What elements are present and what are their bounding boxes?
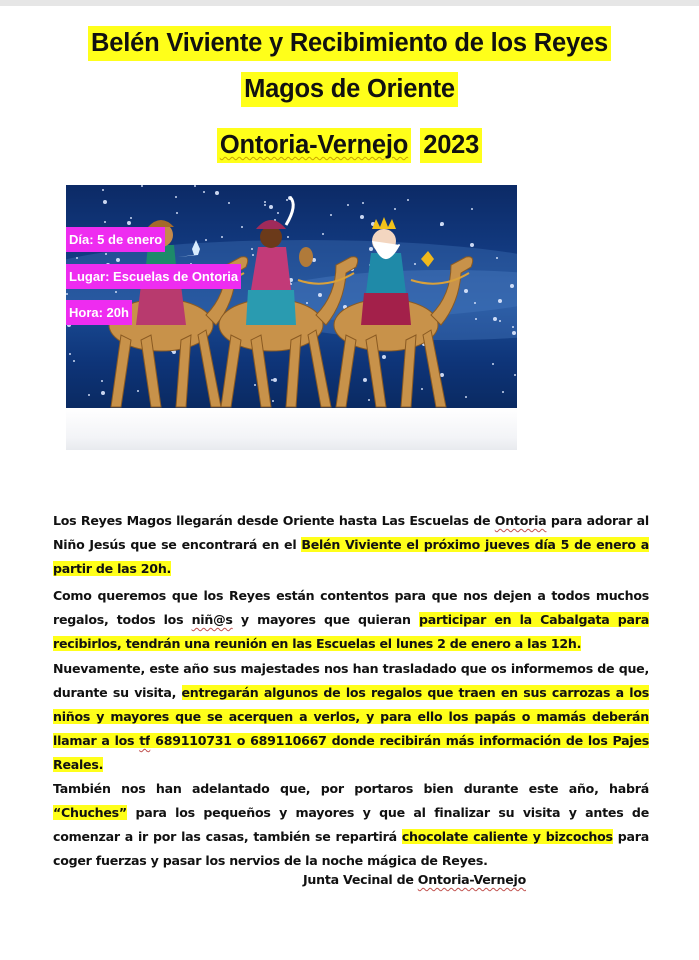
p2-text-b: y mayores que quieran — [232, 612, 420, 627]
paragraph-arrival — [53, 509, 649, 581]
title-line-3-row — [0, 128, 699, 163]
poster-label-time: Hora: 20h — [66, 300, 132, 325]
p1-spellcheck-ontoria: Ontoria — [494, 513, 547, 528]
poster-label-place: Lugar: Escuelas de Ontoria — [66, 264, 241, 289]
p4-text-c: para coger fuerzas y pasar los nervios de la noche mágica de Reyes. — [53, 829, 649, 868]
kings-on-camels-illustration — [66, 185, 517, 408]
p4-text-b: para los pequeños y mayores y que al finalizar su visita y antes de comenzar a ir por las casas, también se repartirá — [53, 805, 649, 844]
p3-highlight-phones: 689110731 o 689110667 donde recibirán más información de los Pajes Reales. — [53, 733, 649, 772]
snow-ground — [66, 408, 517, 450]
p2-text-a: Como queremos que los Reyes están contentos para que nos dejen a todos muchos regalos, todos los — [53, 588, 649, 627]
title-line-1: Belén Viviente y Recibimiento de los Reyes — [88, 26, 611, 61]
p4-highlight-chuches: “Chuches” — [53, 805, 127, 820]
paragraph-chuches — [53, 777, 649, 873]
title-line-2: Magos de Oriente — [241, 72, 458, 107]
p2-highlight: participar en la Cabalgata para recibirlos, tendrán una reunión en las Escuelas el lunes 2 de enero a las 12h. — [53, 612, 650, 651]
p4-highlight-chocolate: chocolate caliente y bizcochos — [401, 829, 613, 844]
poster-label-day: Día: 5 de enero — [66, 227, 165, 252]
title-year: 2023 — [420, 128, 482, 163]
signature — [303, 872, 526, 887]
three-kings-poster-image — [66, 185, 517, 408]
p2-spellcheck-ninos: niñ@s — [191, 612, 233, 627]
p1-text-a: Los Reyes Magos llegarán desde Oriente hasta Las Escuelas de — [53, 513, 495, 528]
paragraph-cabalgata — [53, 584, 649, 656]
p3-spellcheck-tf: tf — [139, 733, 151, 748]
signature-place: Ontoria-Vernejo — [417, 872, 526, 887]
title-line-2-row — [0, 72, 699, 107]
top-edge-bar — [0, 0, 699, 6]
p3-text-a: Nuevamente, este año sus majestades nos han trasladado que os informemos de que, durante su visita, — [53, 661, 649, 700]
p3-highlight-1: entregarán algunos de los regalos que traen en sus carrozas a los niños y mayores que se acerquen a verlos, y para ello los papás o mamás deberán llamar a los — [53, 685, 649, 748]
p1-highlight: Belén Viviente el próximo jueves día 5 de enero a partir de las 20h. — [53, 537, 649, 576]
signature-prefix: Junta Vecinal de — [303, 872, 418, 887]
p4-text-a: También nos han adelantado que, por portaros bien durante este año, habrá — [53, 781, 649, 796]
title-place: Ontoria-Vernejo — [217, 128, 411, 163]
p1-text-b: para adorar al Niño Jesús que se encontrará en el — [53, 513, 649, 552]
paragraph-gifts — [53, 657, 649, 777]
title-line-1-row — [0, 26, 699, 61]
